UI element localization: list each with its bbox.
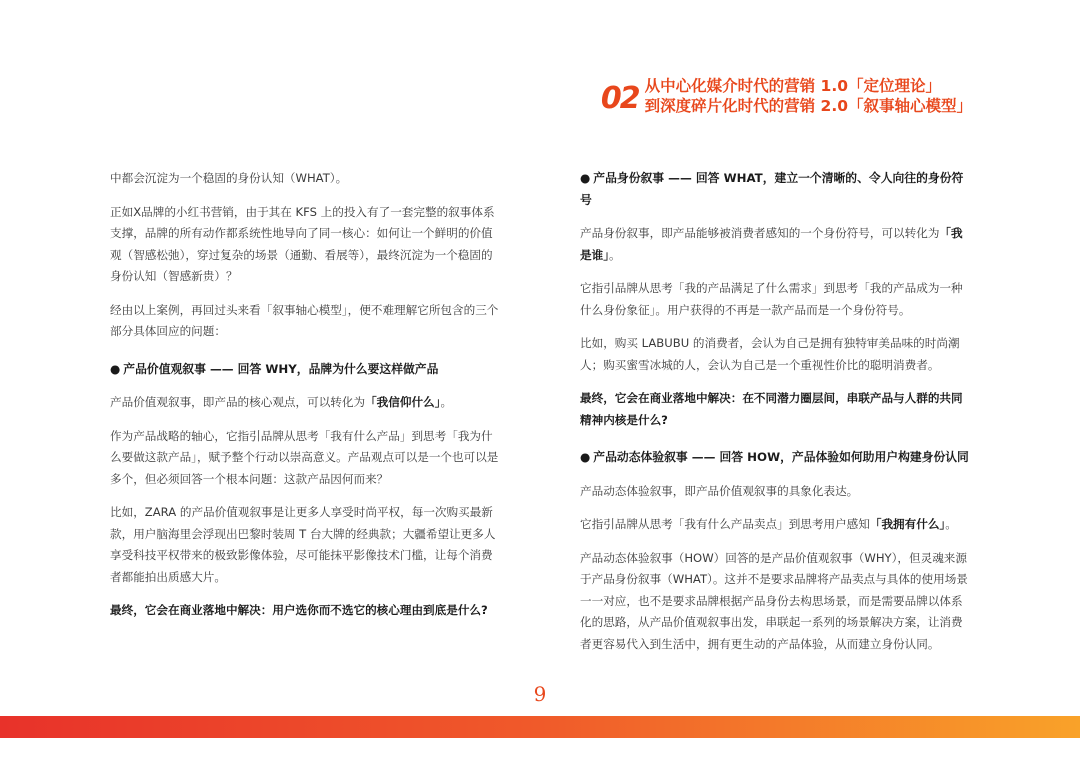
title-line-1: 从中心化媒介时代的营销 1.0「定位理论」 — [644, 77, 941, 95]
paragraph: 产品动态体验叙事，即产品价值观叙事的具象化表达。 — [580, 483, 859, 498]
conclusion: 最终，它会在商业落地中解决：在不同潜力圈层间，串联产品与人群的共同精神内核是什么? — [580, 391, 963, 427]
paragraph: 正如X品牌的小红书营销，由于其在 KFS 上的投入有了一套完整的叙事体系支撑，品牌的所有动作都系统性地导向了同一核心：如何让一个鲜明的价值观（智感松弛），穿过复杂的场景（通勤、看展等），最终沉淀为一个稳固的身份认知（智感新贵）？ — [110, 204, 495, 283]
right-column — [580, 168, 972, 667]
bottom-gradient-bar — [0, 716, 1080, 738]
bullet-icon: ● — [580, 171, 591, 185]
page-number: 9 — [533, 682, 547, 706]
left-column — [110, 168, 502, 634]
bullet-icon: ● — [580, 450, 591, 464]
section-header — [601, 76, 972, 116]
title-line-2: 到深度碎片化时代的营销 2.0「叙事轴心模型」 — [644, 97, 972, 115]
heading-text: 产品动态体验叙事 —— 回答 HOW，产品体验如何助用户构建身份认同 — [593, 450, 969, 464]
section-heading-what — [580, 168, 972, 211]
section-heading-why — [110, 359, 502, 381]
paragraph: 产品身份叙事，即产品能够被消费者感知的一个身份符号，可以转化为「我是谁」。 — [580, 226, 963, 262]
heading-text: 产品身份叙事 —— 回答 WHAT，建立一个清晰的、令人向往的身份符号 — [580, 171, 964, 207]
paragraph: 作为产品战略的轴心，它指引品牌从思考「我有什么产品」到思考「我为什么要做这款产品」，赋予整个行动以崇高意义。产品观点可以是一个也可以是多个，但必须回答一个根本问题：这款产品因何而来？ — [110, 428, 499, 486]
paragraph: 中都会沉淀为一个稳固的身份认知（WHAT）。 — [110, 171, 348, 185]
heading-text: 产品价值观叙事 —— 回答 WHY，品牌为什么要这样做产品 — [123, 361, 439, 376]
paragraph: 经由以上案例，再回过头来看「叙事轴心模型」，便不难理解它所包含的三个部分具体回应的问题： — [110, 302, 499, 338]
emphasis: 「我拥有什么」 — [869, 517, 946, 531]
bullet-icon: ● — [110, 361, 121, 376]
section-title — [645, 76, 972, 116]
paragraph: 比如，购买 LABUBU 的消费者，会认为自己是拥有独特审美品味的时尚潮人；购买蜜雪冰城的人，会认为自己是一个重视性价比的聪明消费者。 — [580, 336, 960, 372]
paragraph: 它指引品牌从思考「我的产品满足了什么需求」到思考「我的产品成为一种什么身份象征」。用户获得的不再是一款产品而是一个身份符号。 — [580, 281, 963, 317]
conclusion: 最终，它会在商业落地中解决：用户选你而不选它的核心理由到底是什么? — [110, 603, 488, 617]
emphasis: 「我是谁」 — [580, 226, 963, 262]
section-number: 02 — [600, 81, 639, 116]
paragraph: 它指引品牌从思考「我有什么产品卖点」到思考用户感知「我拥有什么」。 — [580, 517, 957, 531]
section-heading-how — [580, 447, 972, 469]
paragraph: 产品价值观叙事，即产品的核心观点，可以转化为「我信仰什么」。 — [110, 395, 453, 409]
paragraph: 产品动态体验叙事（HOW）回答的是产品价值观叙事（WHY），但灵魂来源于产品身份叙事（WHAT）。这并不是要求品牌将产品卖点与具体的使用场景一一对应，也不是要求品牌根据产品身份去构思场景，而是需要品牌以体系化的思路，从产品价值观叙事出发，串联起一系列的场景解决方案，让消费者更容易代入到生活中，拥有更生动的产品体验，从而建立身份认同。 — [580, 550, 968, 651]
emphasis: 「我信仰什么」 — [365, 395, 441, 409]
paragraph: 比如，ZARA 的产品价值观叙事是让更多人享受时尚平权，每一次购买最新款，用户脑海里会浮现出巴黎时装周 T 台大牌的经典款；大疆希望让更多人享受科技平权带来的极致影像体验，尽可能抹平影像技术门槛，让每个消费者都能拍出质感大片。 — [110, 505, 496, 584]
